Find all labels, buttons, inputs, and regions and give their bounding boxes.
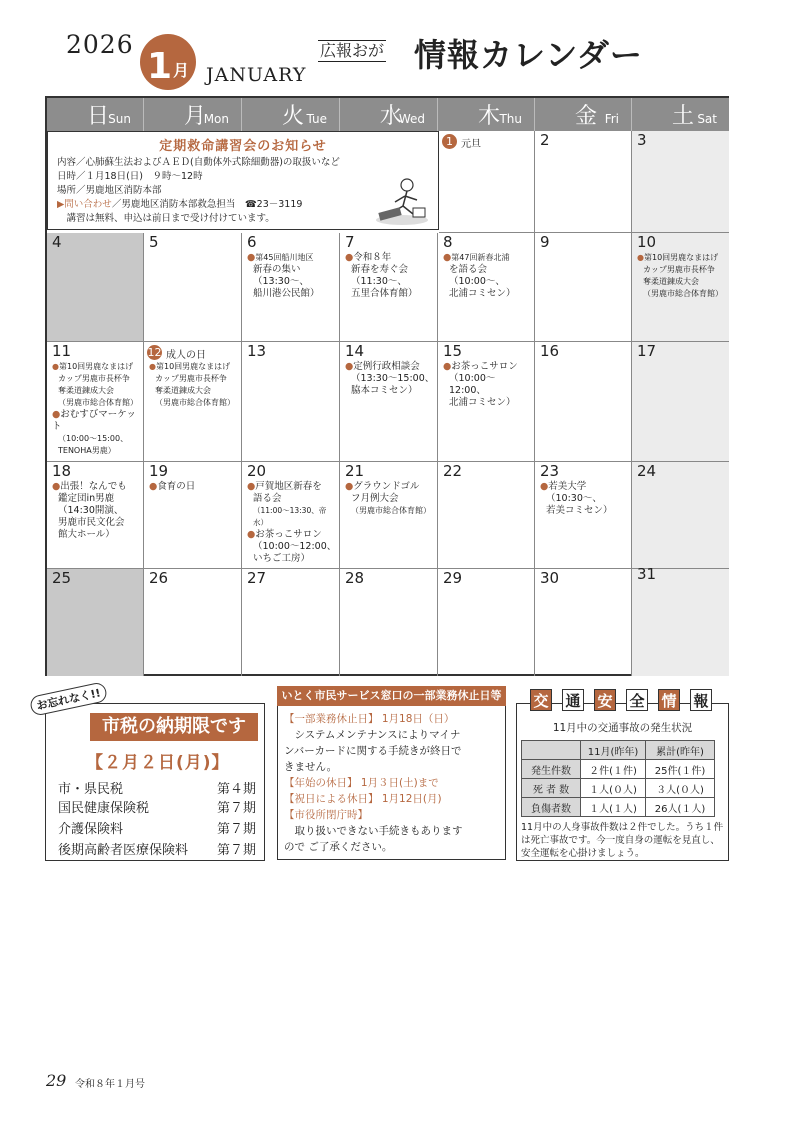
event-line: ●第10回男鹿なまはげ <box>637 253 719 262</box>
event-line: （13:30～、 <box>253 276 309 287</box>
notice-line: 日時／１月18日(日) ９時〜12時 <box>57 171 203 182</box>
day-number: 25 <box>52 569 72 587</box>
notice-note: 講習は無料、申込は前日まで受け付けています。 <box>57 213 275 224</box>
day-number: 22 <box>443 462 463 480</box>
event-list <box>345 481 435 517</box>
event-line: いちご工房） <box>253 553 311 564</box>
month-number: 1 <box>146 46 173 87</box>
table-row <box>522 741 715 760</box>
event-line: 館大ホール） <box>58 529 115 540</box>
reminder-tag: お忘れなく!! <box>29 681 109 717</box>
day-cell-15 <box>438 342 535 462</box>
day-number: 26 <box>149 569 169 587</box>
day-cell-11 <box>47 342 144 462</box>
weekday-mon <box>144 98 242 131</box>
service-heading: 【一部業務休止日】 1月18日（日） <box>284 713 455 725</box>
table-cell: ２件(１件) <box>581 760 646 779</box>
event-list <box>345 361 435 397</box>
event-line: ●第47回新春北浦 <box>443 252 510 263</box>
event-list <box>149 361 239 409</box>
day-cell-29 <box>438 569 535 676</box>
table-header: 累計(昨年) <box>646 741 715 760</box>
event-line: （男鹿市総合体育館） <box>643 289 723 298</box>
table-cell: １人(０人) <box>581 779 646 798</box>
day-cell-14 <box>340 342 438 462</box>
event-line: ●第10回男鹿なまはげ <box>52 362 134 371</box>
service-text: きません。 <box>284 761 338 773</box>
event-line: ●若美大学 <box>540 481 587 492</box>
weekday-jp: 水 <box>380 104 403 129</box>
service-heading: 【年始の休日】 1月３日(土)まで <box>284 777 439 789</box>
day-number: 24 <box>637 462 657 480</box>
table-cell: 26人(１人) <box>646 798 715 817</box>
page-number: 29 <box>46 1071 67 1090</box>
event-line: ●お茶っこサロン <box>443 361 518 372</box>
day-cell-9 <box>535 233 632 342</box>
day-cell-27 <box>242 569 340 676</box>
weekday-jp: 日 <box>87 104 110 129</box>
day-cell-16 <box>535 342 632 462</box>
table-row-label: 負傷者数 <box>522 798 581 817</box>
table-cell <box>522 741 581 760</box>
day-number: 15 <box>443 342 463 360</box>
event-line: 若美コミセン） <box>546 505 613 516</box>
traffic-title-char: 全 <box>626 689 648 711</box>
day-number: 7 <box>345 233 355 251</box>
event-line: ●第45回船川地区 <box>247 252 314 263</box>
service-text: 取り扱いできない手続きもあります <box>284 825 463 837</box>
weekday-fri <box>535 98 632 131</box>
table-header: 11月(昨年) <box>581 741 646 760</box>
day-cell-17 <box>632 342 729 462</box>
event-line: ●おむすびマーケット <box>52 409 136 432</box>
event-list <box>52 481 141 541</box>
table-row <box>522 798 715 817</box>
event-line: （10:00～15:00、 <box>58 434 129 443</box>
day-number: 30 <box>540 569 560 587</box>
tax-item-period: 第７期 <box>216 801 256 816</box>
weekday-en: Mon <box>203 112 229 126</box>
event-line: ●令和８年 <box>345 252 392 263</box>
event-list <box>443 252 532 300</box>
event-line: （14:30開演、 <box>58 505 124 516</box>
event-line: TENOHA男鹿） <box>58 446 116 455</box>
event-line: 新春の集い <box>253 264 301 275</box>
event-line: （11:30～、 <box>351 276 407 287</box>
day-cell-30 <box>535 569 632 676</box>
weekday-tue <box>242 98 340 131</box>
event-line: 奪柔道錬成大会 <box>58 386 114 395</box>
day-cell-31 <box>632 565 729 676</box>
traffic-title-char: 通 <box>562 689 584 711</box>
event-line: ●お茶っこサロン <box>247 529 322 540</box>
day-number: 20 <box>247 462 267 480</box>
tax-title: 市税の納期限です <box>90 713 258 741</box>
tax-item-name: 介護保険料 <box>58 822 124 837</box>
day-number: 27 <box>247 569 267 587</box>
tax-item-name: 国民健康保険税 <box>58 801 150 816</box>
day-cell-18 <box>47 462 144 569</box>
event-line: 新春を寿ぐ会 <box>351 264 409 275</box>
contact-text: ／男鹿地区消防本部救急担当 ☎23－3119 <box>111 199 303 210</box>
event-line: （10:00～12:00、 <box>449 373 496 396</box>
notice-body <box>57 156 340 226</box>
day-number: 18 <box>52 462 72 480</box>
table-row <box>522 760 715 779</box>
day-number: 16 <box>540 342 560 360</box>
day-cell-6 <box>242 233 340 342</box>
tax-item <box>58 818 256 837</box>
tax-item-name: 市・県民税 <box>58 782 124 797</box>
day-cell-1 <box>439 131 535 233</box>
notice-contact <box>57 198 340 212</box>
day-number: 19 <box>149 462 169 480</box>
contact-label: ▶問い合わせ <box>57 199 112 210</box>
event-line: ●戸賀地区新春を <box>247 481 322 492</box>
service-body <box>284 711 504 855</box>
day-number: 2 <box>540 131 550 149</box>
event-list <box>443 361 532 409</box>
tax-item-name: 後期高齢者医療保険料 <box>58 843 189 858</box>
event-line: （10:00～、 <box>449 276 505 287</box>
day-number: 6 <box>247 233 257 251</box>
event-line: 北浦コミセン） <box>449 288 516 299</box>
month-badge <box>140 34 196 90</box>
weekday-sun <box>47 98 144 131</box>
day-number: 29 <box>443 569 463 587</box>
event-list <box>247 481 337 565</box>
day-number: 13 <box>247 342 267 360</box>
traffic-subtitle: 11月中の交通事故の発生状況 <box>552 722 693 734</box>
day-cell-24 <box>632 462 729 569</box>
day-number: 31 <box>637 565 657 583</box>
event-line: カップ男鹿市長杯争 <box>58 374 130 383</box>
traffic-title-char: 交 <box>530 689 552 711</box>
weekday-en: Wed <box>398 112 425 126</box>
table-row <box>522 779 715 798</box>
day-number: 4 <box>52 233 62 251</box>
tax-item <box>58 778 256 797</box>
event-line: （男鹿市総合体育館） <box>58 398 138 407</box>
day-number: 3 <box>637 131 647 149</box>
service-text: システムメンテナンスによりマイナ <box>284 729 461 741</box>
traffic-title-char: 報 <box>690 689 712 711</box>
notice-line: 内容／心肺蘇生法およびＡＥＤ(自動体外式除細動器)の取扱いなど <box>57 157 340 168</box>
notice-line: 場所／男鹿地区消防本部 <box>57 185 162 196</box>
day-cell-4 <box>47 233 144 342</box>
event-line: （10:00～12:00、 <box>253 541 337 552</box>
day-number: 8 <box>443 233 453 251</box>
event-line: ●食育の日 <box>149 481 196 492</box>
event-line: 五里合体育館） <box>351 288 418 299</box>
traffic-note: 11月中の人身事故件数は２件でした。うち１件は死亡事故です。今一度自身の運転を見直し、安全運転を心掛けましょう。 <box>521 822 724 859</box>
traffic-table <box>521 740 715 817</box>
day-cell-7 <box>340 233 438 342</box>
page-title: 情報カレンダー <box>414 36 643 74</box>
event-line: カップ男鹿市長杯争 <box>643 265 715 274</box>
tax-item <box>58 839 256 858</box>
day-number: 11 <box>52 342 72 360</box>
month-suffix: 月 <box>173 61 190 80</box>
holiday-day-number: 12 <box>147 346 162 359</box>
event-line: 奪柔道錬成大会 <box>643 277 699 286</box>
day-cell-19 <box>144 462 242 569</box>
traffic-title-char: 情 <box>658 689 680 711</box>
event-line: ●出張！なんでも <box>52 481 127 492</box>
day-cell-5 <box>144 233 242 342</box>
event-list <box>637 252 727 300</box>
event-line: （男鹿市総合体育館） <box>155 398 235 407</box>
event-line: フ月例大会 <box>351 493 399 504</box>
day-number: 23 <box>540 462 560 480</box>
event-line: （10:30～、 <box>546 493 602 504</box>
service-heading: 【市役所閉庁時】 <box>284 809 368 821</box>
event-line: ●グラウンドゴル <box>345 481 420 492</box>
day-cell-12 <box>144 342 242 462</box>
day-cell-13 <box>242 342 340 462</box>
event-line: ●第10回男鹿なまはげ <box>149 362 231 371</box>
notice-title: 定期救命講習会のお知らせ <box>159 139 327 154</box>
weekday-jp: 火 <box>282 104 305 129</box>
table-row-label: 死 者 数 <box>522 779 581 798</box>
weekday-jp: 土 <box>672 104 695 129</box>
issue-label: 令和８年１月号 <box>75 1079 145 1090</box>
day-number: 17 <box>637 342 657 360</box>
calendar-grid <box>45 96 729 676</box>
tax-item-period: 第７期 <box>216 843 256 858</box>
event-list <box>52 361 141 457</box>
holiday-name: 元旦 <box>461 139 481 150</box>
event-line: 北浦コミセン） <box>449 397 516 408</box>
day-cell-3 <box>632 131 729 233</box>
table-cell: ３人(０人) <box>646 779 715 798</box>
weekday-en: Tue <box>306 112 327 126</box>
event-line: を語る会 <box>449 264 488 275</box>
event-line: （13:30～15:00、 <box>351 373 435 384</box>
weekday-sat <box>632 98 729 131</box>
traffic-title-char: 安 <box>594 689 616 711</box>
day-cell-26 <box>144 569 242 676</box>
weekday-wed <box>340 98 438 131</box>
day-cell-20 <box>242 462 340 569</box>
day-number: 5 <box>149 233 159 251</box>
weekday-en: Fri <box>604 112 619 126</box>
event-line: 脇本コミセン） <box>351 385 418 396</box>
table-row-label: 発生件数 <box>522 760 581 779</box>
table-cell: 25件(１件) <box>646 760 715 779</box>
event-list <box>149 481 239 493</box>
tax-item-period: 第４期 <box>216 782 256 797</box>
day-number: 28 <box>345 569 365 587</box>
weekday-jp: 月 <box>184 104 207 129</box>
weekday-en: Thu <box>499 112 522 126</box>
year-label: 2026 <box>66 30 134 59</box>
event-line: 奪柔道錬成大会 <box>155 386 211 395</box>
event-list <box>345 252 435 300</box>
event-list <box>540 481 629 517</box>
weekday-en: Sun <box>108 112 131 126</box>
event-list <box>247 252 337 300</box>
service-title: いとく市民サービス窓口の一部業務休止日等 <box>277 686 506 706</box>
service-heading: 【祝日による休日】 1月12日(月) <box>284 793 442 805</box>
day-cell-22 <box>438 462 535 569</box>
event-line: 男鹿市民文化会 <box>58 517 125 528</box>
day-cell-10 <box>632 233 729 342</box>
holiday-name: 成人の日 <box>166 350 206 361</box>
event-line: （11:00～13:30、帝水） <box>253 506 327 527</box>
day-number: 9 <box>540 233 550 251</box>
weekday-thu <box>438 98 535 131</box>
day-number: 14 <box>345 342 365 360</box>
service-text: ンバーカードに関する手続きが終日で <box>284 745 462 757</box>
tax-item-period: 第７期 <box>216 822 256 837</box>
event-line: カップ男鹿市長杯争 <box>155 374 227 383</box>
day-cell-23 <box>535 462 632 569</box>
event-line: 鑑定団in男鹿 <box>58 493 115 504</box>
tax-due-date: 【２月２日(月)】 <box>86 753 230 773</box>
month-english: JANUARY <box>206 64 307 86</box>
event-line: 語る会 <box>253 493 282 504</box>
weekday-en: Sat <box>697 112 717 126</box>
day-cell-8 <box>438 233 535 342</box>
table-cell: １人(１人) <box>581 798 646 817</box>
weekday-jp: 金 <box>575 104 598 129</box>
weekday-jp: 木 <box>478 104 501 129</box>
service-text: ので ご了承ください。 <box>284 841 393 853</box>
day-number: 21 <box>345 462 365 480</box>
event-line: （男鹿市総合体育館） <box>351 506 431 515</box>
day-number: 10 <box>637 233 657 251</box>
event-line: ●定例行政相談会 <box>345 361 420 372</box>
day-cell-2 <box>535 131 632 233</box>
magazine-name: 広報おが <box>320 41 385 60</box>
tax-item <box>58 797 256 816</box>
day-cell-28 <box>340 569 438 676</box>
cpr-illustration <box>373 176 431 226</box>
day-cell-21 <box>340 462 438 569</box>
notice-box <box>47 131 439 230</box>
holiday-day-number: 1 <box>442 134 457 149</box>
event-line: 船川港公民館） <box>253 288 320 299</box>
day-cell-25 <box>47 569 144 676</box>
